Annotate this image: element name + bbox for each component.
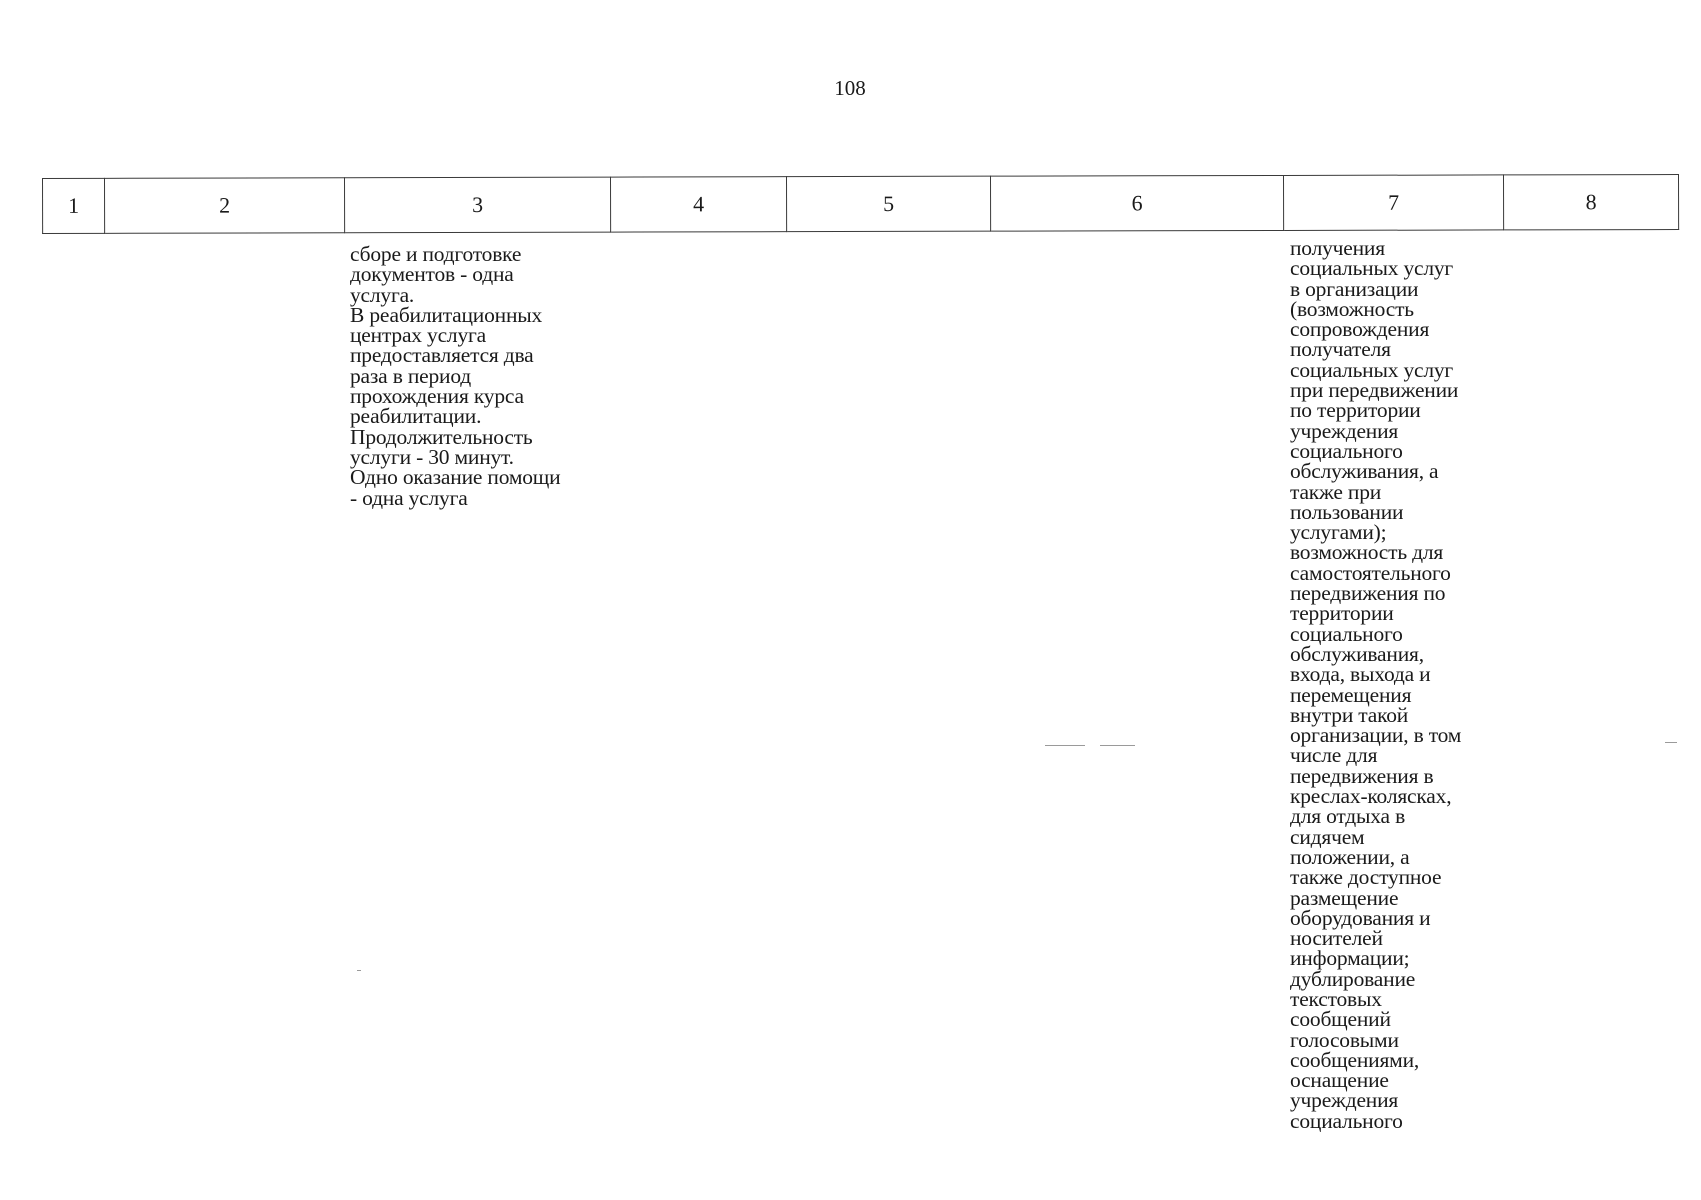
scan-artifact	[1100, 745, 1135, 746]
page-number: 108	[834, 76, 866, 100]
column-number-8: 8	[1503, 175, 1678, 230]
column-3-text: сборе и подготовке документов - одна услуга. В реабилитационных центрах услуга предоставляется два раза в период прохождения курса реабилитации. Продолжительность услуги - 30 минут. Одно оказание помощи - одна услуга	[350, 242, 561, 510]
scan-artifact	[357, 970, 361, 971]
column-number-7: 7	[1283, 175, 1503, 231]
column-number-5: 5	[786, 176, 990, 231]
scan-artifact	[1665, 742, 1677, 743]
table-header-row	[42, 174, 1679, 234]
column-number-3: 3	[345, 177, 611, 233]
column-number-6: 6	[990, 175, 1283, 231]
column-7-text: получения социальных услуг в организации (возможность сопровождения получателя социальных услуг при передвижении по территории учреждения социального обслуживания, а также при пользовании услугами); возможность для самостоятельного передвижения по территории социального обслуживания, входа, выхода и перемещения внутри такой организации, в том числе для передвижения в креслах-колясках, для отдыха в сидячем положении, а также доступное размещение оборудования и носителей информации; дублирование текстовых сообщений голосовыми сообщениями, оснащение учреждения социального	[1290, 236, 1462, 1133]
scan-artifact	[1045, 745, 1085, 746]
column-number-2: 2	[105, 178, 345, 234]
column-number-4: 4	[610, 177, 786, 232]
column-number-1: 1	[43, 178, 105, 233]
